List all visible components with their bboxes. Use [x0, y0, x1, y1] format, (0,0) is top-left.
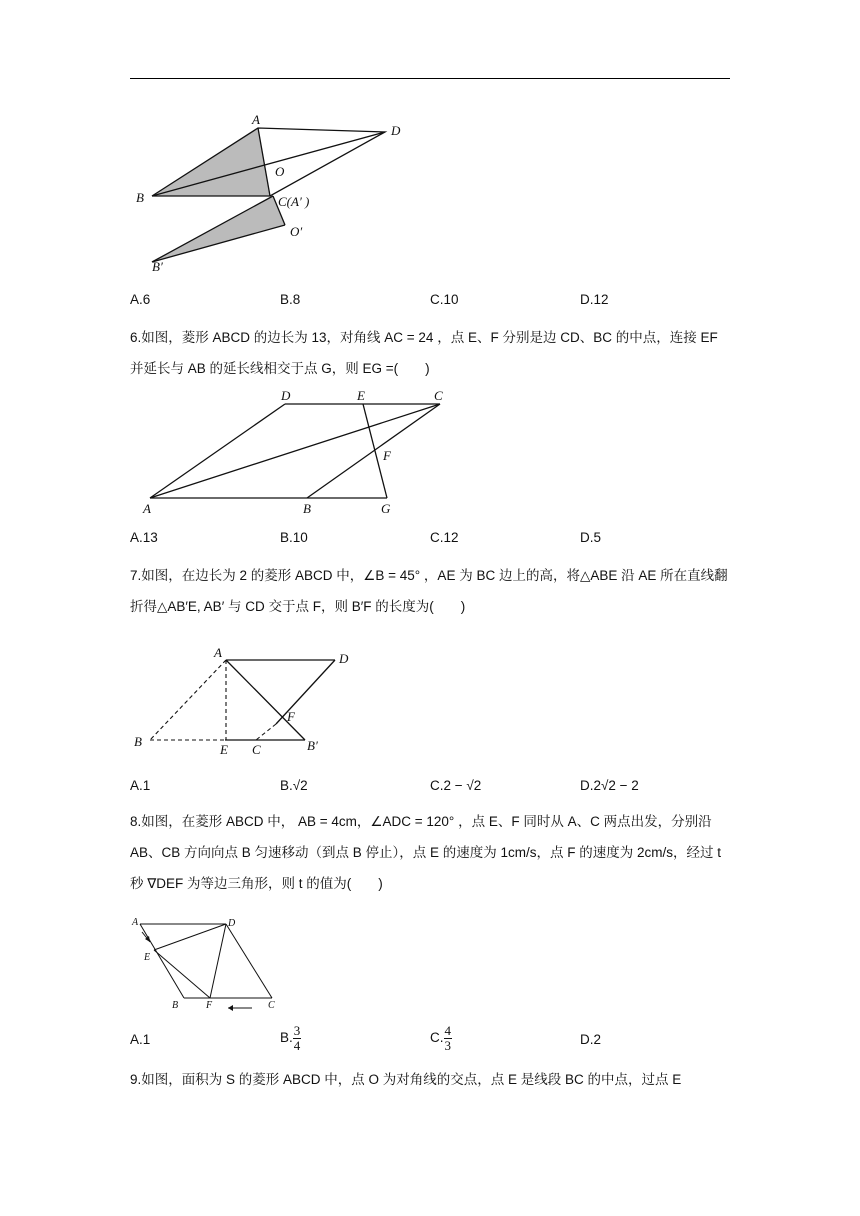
q8-option-d[interactable]: D.2 [580, 1032, 602, 1047]
q6-figure [135, 386, 455, 518]
q8-option-c[interactable] [430, 1024, 452, 1053]
q5-option-a[interactable]: A.6 [130, 292, 151, 307]
q9-question-text: 9.如图，面积为 S 的菱形 ABCD 中，点 O 为对角线的交点，点 E 是线段 BC 的中点，过点 E [130, 1072, 682, 1087]
q8-option-c-fraction [444, 1024, 453, 1053]
q7-option-b[interactable]: B.√2 [280, 778, 308, 793]
q7-option-d[interactable]: D.2√2 − 2 [580, 778, 639, 793]
q7-label-d: D [339, 651, 349, 666]
q7-label-b: B [134, 734, 142, 749]
q8-label-e: E [144, 952, 151, 963]
q8-option-b[interactable] [280, 1024, 301, 1053]
q6-label-a: A [143, 501, 151, 516]
q7-option-c[interactable]: C.2 − √2 [430, 778, 482, 793]
q5-label-b-prime: B′ [152, 259, 163, 274]
q6-label-f: F [383, 448, 391, 463]
q6-label-e: E [357, 388, 365, 403]
q8-option-b-denominator: 4 [293, 1038, 301, 1053]
q7-label-c: C [252, 742, 261, 757]
q7-option-a[interactable]: A.1 [130, 778, 151, 793]
q8-label-f: F [206, 1000, 213, 1011]
q5-label-d: D [391, 123, 401, 138]
q8-figure [128, 912, 288, 1012]
q8-option-b-numerator: 3 [293, 1023, 301, 1038]
q7-label-f: F [287, 709, 295, 724]
q6-label-c: C [434, 388, 443, 403]
q6-option-a[interactable]: A.13 [130, 530, 158, 545]
q8-option-b-fraction [293, 1024, 302, 1053]
q8-option-c-prefix: C. [430, 1030, 444, 1046]
q8-question-text: 8.如图，在菱形 ABCD 中， AB = 4cm，∠ADC = 120° ，点 E、F 同时从 A、C 两点出发，分别沿 AB、CB 方向向点 B 匀速移动（到点 B 停止），点 E 的速度为 1cm/s，点 F 的速度为 2cm/s，经过 t 秒 ∇DEF 为等边三角形，则 t 的值为( ) [130, 814, 722, 891]
q6-option-c[interactable]: C.12 [430, 530, 459, 545]
q7-question-text: 7.如图，在边长为 2 的菱形 ABCD 中，∠B = 45° ，AE 为 BC 边上的高，将△ABE 沿 AE 所在直线翻折得△AB′E, AB′ 与 CD 交于点 F，则 B′F 的长度为( ) [130, 568, 728, 614]
q7-label-a: A [214, 645, 222, 660]
q8-option-c-denominator: 3 [444, 1038, 451, 1053]
q7-options [130, 778, 730, 802]
q6-options [130, 530, 730, 554]
q8-label-a: A [132, 917, 139, 928]
q8-option-c-numerator: 4 [444, 1023, 451, 1038]
q8-option-b-prefix: B. [280, 1030, 293, 1046]
q5-label-a: A [252, 112, 260, 127]
q5-option-d[interactable]: D.12 [580, 292, 609, 307]
q8-label-d: D [228, 918, 236, 929]
q7-label-e: E [220, 742, 228, 757]
q8-options [130, 1024, 730, 1060]
header-rule [130, 78, 730, 79]
q5-option-b[interactable]: B.8 [280, 292, 301, 307]
q6-label-g: G [381, 501, 391, 516]
q5-label-o: O [275, 164, 285, 179]
q6-label-d: D [281, 388, 291, 403]
q8-label-c: C [268, 1000, 275, 1011]
q8-option-a[interactable]: A.1 [130, 1032, 151, 1047]
q5-label-o-prime: O′ [290, 224, 303, 239]
q7-label-b-prime: B′ [307, 738, 318, 753]
q6-label-b: B [303, 501, 311, 516]
q5-option-c[interactable]: C.10 [430, 292, 459, 307]
q5-label-c: C(A′ ) [278, 194, 310, 209]
q8-label-b: B [172, 1000, 179, 1011]
q5-shaded-triangle-prime [152, 196, 285, 262]
q5-label-b: B [136, 190, 144, 205]
q6-question-text: 6.如图，菱形 ABCD 的边长为 13，对角线 AC = 24 ，点 E、F 分别是边 CD、BC 的中点，连接 EF 并延长与 AB 的延长线相交于点 G，则 EG =( ) [130, 330, 718, 376]
q5-figure [130, 110, 420, 280]
q5-options [130, 292, 730, 316]
q5-shaded-triangle-aob [152, 128, 270, 196]
q6-option-d[interactable]: D.5 [580, 530, 602, 545]
q6-option-b[interactable]: B.10 [280, 530, 308, 545]
q7-figure [130, 642, 370, 758]
